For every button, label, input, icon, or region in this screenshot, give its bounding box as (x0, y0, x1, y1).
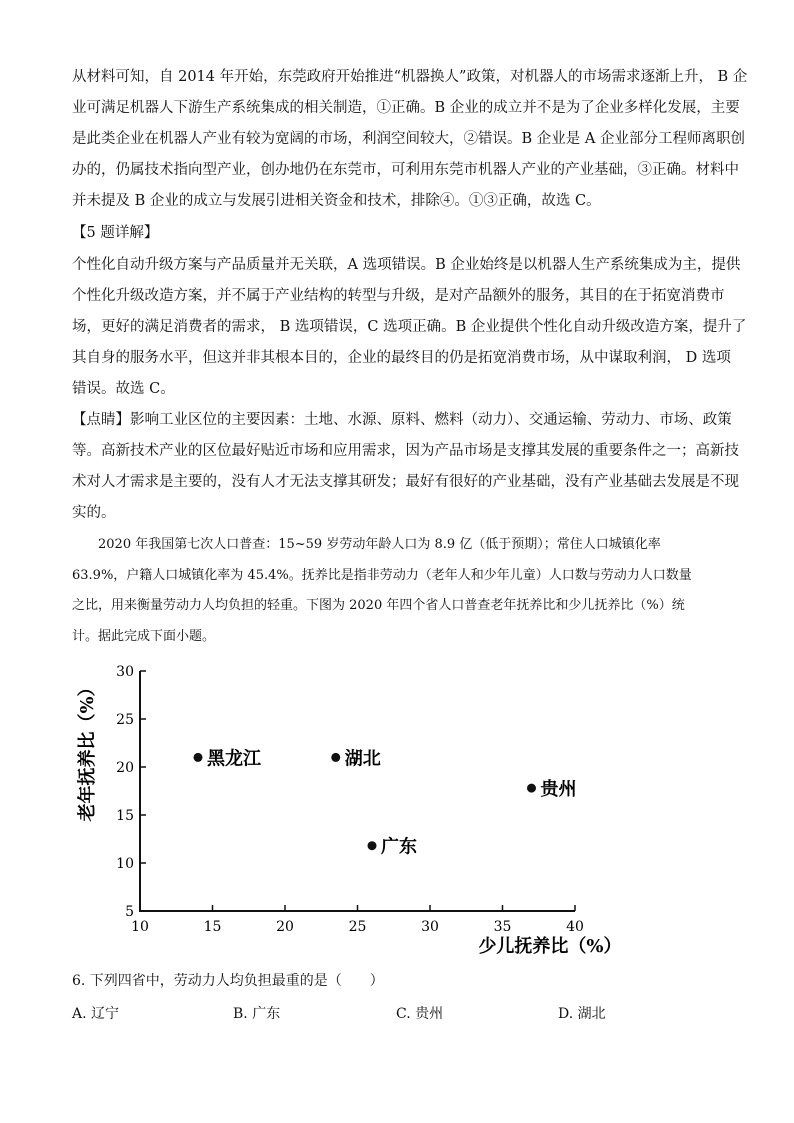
text-line: 之比，用来衡量劳动力人均负担的轻重。下图为 2020 年四个省人口普查老年抚养比和少儿抚养比（%）统 (72, 598, 685, 613)
text-line: 个性化自动升级方案与产品质量并无关联，A 选项错误。B 企业始终是以机器人生产系统集成为主，提供 (72, 257, 741, 273)
y-tick-label: 5 (125, 904, 134, 920)
text-line: 从材料可知，自 2014 年开始，东莞政府开始推进“机器换人”政策，对机器人的市场需求逐渐上升， B 企 (72, 69, 748, 85)
text-line: 实的。 (72, 505, 116, 521)
x-tick-label: 40 (566, 919, 584, 935)
y-tick-label: 30 (116, 664, 134, 680)
text-line: 场，更好的满足消费者的需求， B 选项错误，C 选项正确。B 企业提供个性化自动升级改造方案，提升了 (72, 319, 747, 335)
option-d[interactable]: D. 湖北 (558, 1006, 606, 1022)
text-line: 个性化升级改造方案，并不属于产业结构的转型与升级，是对产品额外的服务，其目的在于拓宽消费市 (72, 288, 725, 304)
data-label: 湖北 (344, 748, 381, 770)
y-axis-title: 老年抚养比（%） (77, 678, 98, 822)
x-tick-label: 25 (348, 919, 367, 935)
x-tick-label: 10 (131, 919, 149, 935)
y-tick-label: 20 (116, 760, 134, 776)
y-tick-label: 25 (116, 712, 134, 728)
section-heading: 【5 题详解】 (72, 225, 159, 241)
x-tick-label: 20 (276, 919, 294, 935)
x-tick-label: 15 (203, 919, 222, 935)
text-line: 术对人才需求是主要的，没有人才无法支撑其研发；最好有很好的产业基础，没有产业基础去发展是不现 (72, 474, 739, 490)
data-point (527, 784, 536, 793)
x-axis-title: 少儿抚养比（%） (478, 936, 622, 957)
text-line: 2020 年我国第七次人口普查：15~59 岁劳动年龄人口为 8.9 亿（低于预期）；常住人口城镇化率 (72, 537, 661, 552)
text-line: 等。高新技术产业的区位最好贴近市场和应用需求，因为产品市场是支撑其发展的重要条件之一；高新技 (72, 443, 739, 459)
text-line: 办的，仍属技术指向型产业，创办地仍在东莞市，可利用东莞市机器人产业的产业基础，③正确。材料中 (72, 162, 739, 178)
y-tick-label: 15 (116, 808, 134, 824)
data-point (331, 753, 340, 762)
text-line: 计。据此完成下面小题。 (72, 628, 216, 644)
y-tick-label: 10 (116, 856, 134, 872)
question-6-stem: 6. 下列四省中，劳动力人均负担最重的是（ ） (72, 973, 384, 989)
option-b[interactable]: B. 广东 (233, 1006, 281, 1022)
text-line: 63.9%，户籍人口城镇化率为 45.4%。抚养比是指非劳动力（老年人和少年儿童）人口数与劳动力人口数量 (72, 567, 692, 583)
x-tick-label: 35 (493, 919, 512, 935)
text-line: 是此类企业在机器人产业有较为宽阔的市场，利润空间较大，②错误。B 企业是 A 企业部分工程师离职创 (72, 131, 745, 147)
data-point (368, 841, 377, 850)
option-a[interactable]: A. 辽宁 (72, 1006, 120, 1022)
data-label: 广东 (381, 836, 417, 858)
text-line: 【点睛】影响工业区位的主要因素：土地、水源、原料、燃料（动力）、交通运输、劳动力、市场、政策 (72, 412, 732, 428)
text-line: 错误。故选 C。 (72, 381, 175, 397)
option-c[interactable]: C. 贵州 (396, 1006, 444, 1022)
text-line: 并未提及 B 企业的成立与发展引进相关资金和技术，排除④。①③正确，故选 C。 (72, 193, 601, 209)
text-line: 业可满足机器人下游生产系统集成的相关制造，①正确。B 企业的成立并不是为了企业多样化发展，主要 (72, 100, 740, 116)
data-label: 贵州 (540, 779, 577, 801)
x-tick-label: 30 (421, 919, 439, 935)
data-label: 黑龙江 (207, 748, 261, 770)
data-point (194, 753, 203, 762)
text-line: 其自身的服务水平，但这并非其根本目的，企业的最终目的仍是拓宽消费市场，从中谋取利润， D 选项 (72, 350, 731, 366)
